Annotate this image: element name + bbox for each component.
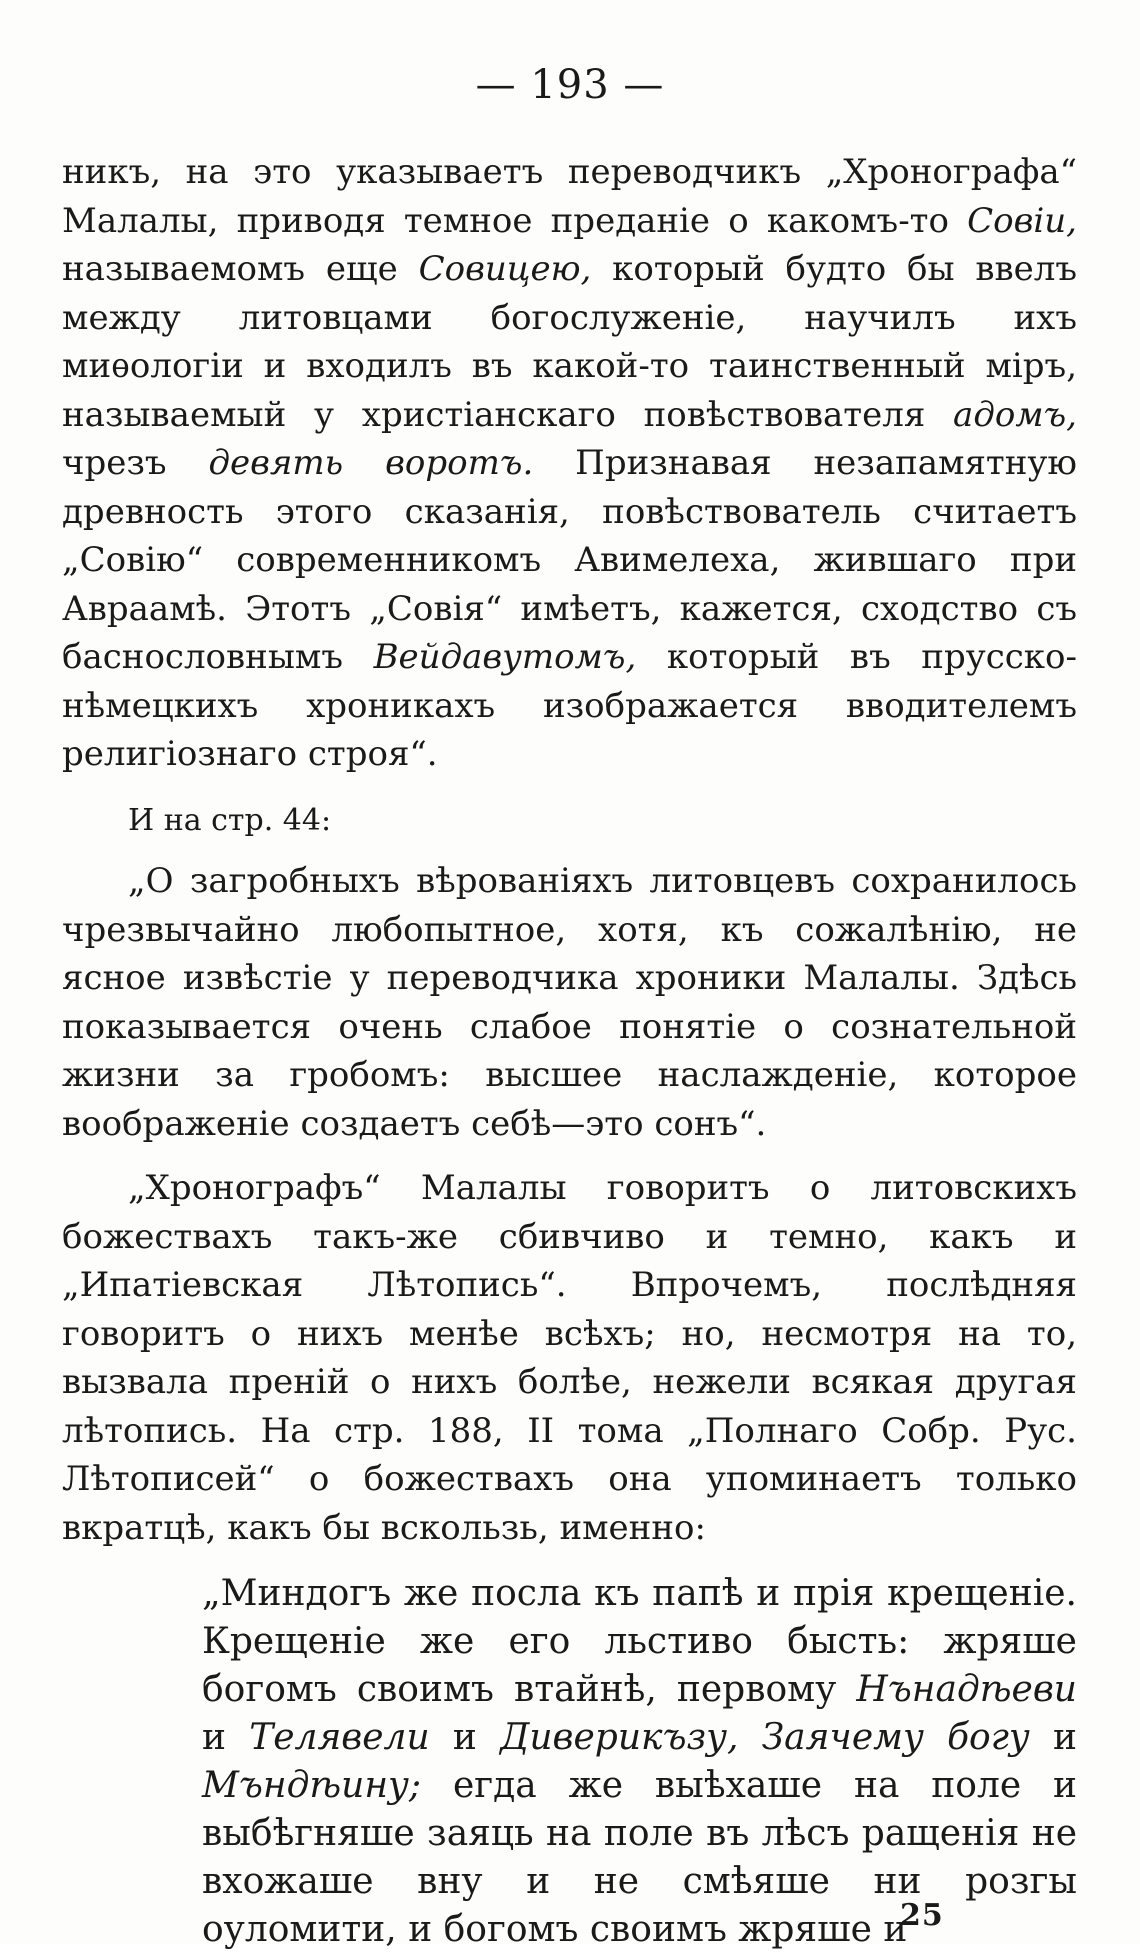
text-run: и [1029,1717,1077,1758]
italic-term: Совіи, [967,200,1077,241]
chronicle-quote [202,1570,1077,1954]
text-run: называемомъ еще [62,249,419,289]
page-number: — 193 — [475,62,665,108]
italic-term: адомъ, [953,394,1077,435]
reference-line: И на стр. 44: [128,802,332,838]
text-run: который будто бы ввелъ между литовцами богослуженіе, научилъ ихъ миѳологіи и входилъ въ какой-то таинственный міръ, называемый у христіанскаго повѣствователя [62,249,1077,435]
body-text [62,148,1077,1954]
text-run: чрезъ [62,443,209,483]
italic-term: Заячему богу [761,1717,1030,1758]
text-run: „Миндогъ же посла къ папѣ и прія крещеніе. Крещеніе же его льстиво бысть: жряше богомъ своимъ втайнѣ, первому [202,1573,1077,1710]
italic-term: девять воротъ. [208,443,534,483]
text-run: и [429,1717,501,1758]
italic-term: Диверикъзу, [500,1717,739,1758]
text-run: и [202,1717,250,1758]
paragraph: „Хронографъ“ Малалы говоритъ о литовскихъ божествахъ такъ-же сбивчиво и темно, какъ и „Ипатіевская Лѣтопись“. Впрочемъ, послѣдняя говоритъ о нихъ менѣе всѣхъ; но, несмотря на то, вызвала преній о нихъ болѣе, нежели всякая другая лѣтопись. На стр. 188, II тома „Полнаго Собр. Рус. Лѣтописей“ о божествахъ она упоминаетъ только вкратцѣ, какъ бы вскользь, именно: [62,1168,1077,1548]
text-run [738,1717,761,1758]
text-run: который въ прусско-нѣмецкихъ хроникахъ изображается вводителемъ религіознаго строя“. [62,637,1078,774]
italic-term: Телявели [249,1717,430,1758]
italic-term: Мъндѣину; [202,1765,422,1806]
quoted-paragraph: „О загробныхъ вѣрованіяхъ литовцевъ сохранилось чрезвычайно любопытное, хотя, къ сожалѣнію, не ясное извѣстіе у переводчика хроники Малалы. Здѣсь показывается очень слабое понятіе о сознательной жизни за гробомъ: высшее наслажденіе, которое воображеніе создаетъ себѣ—это сонъ“. [62,861,1077,1144]
signature-mark: 25 [900,1898,944,1933]
text-run: никъ, на это указываетъ переводчикъ „Хронографа“ Малалы, приводя темное преданіе о какомъ-то [62,152,1077,241]
italic-term: Нънадѣеви [856,1669,1077,1710]
paragraph-continuation [62,148,1077,779]
text-run: егда же выѣхаше на поле и выбѣгняше заяць на поле въ лѣсъ ращенія не вхожаше вну и не смѣяше ни розгы оуломити, и богомъ своимъ жряше и [202,1765,1077,1950]
italic-term: Вейдавутомъ, [373,637,637,677]
italic-term: Совицею, [418,249,592,289]
text-run: Признавая незапамятную древность этого сказанія, повѣствователь считаетъ „Совію“ современникомъ Авимелеха, жившаго при Авраамѣ. Этотъ „Совія“ имѣетъ, кажется, сходство съ баснословнымъ [62,443,1077,677]
